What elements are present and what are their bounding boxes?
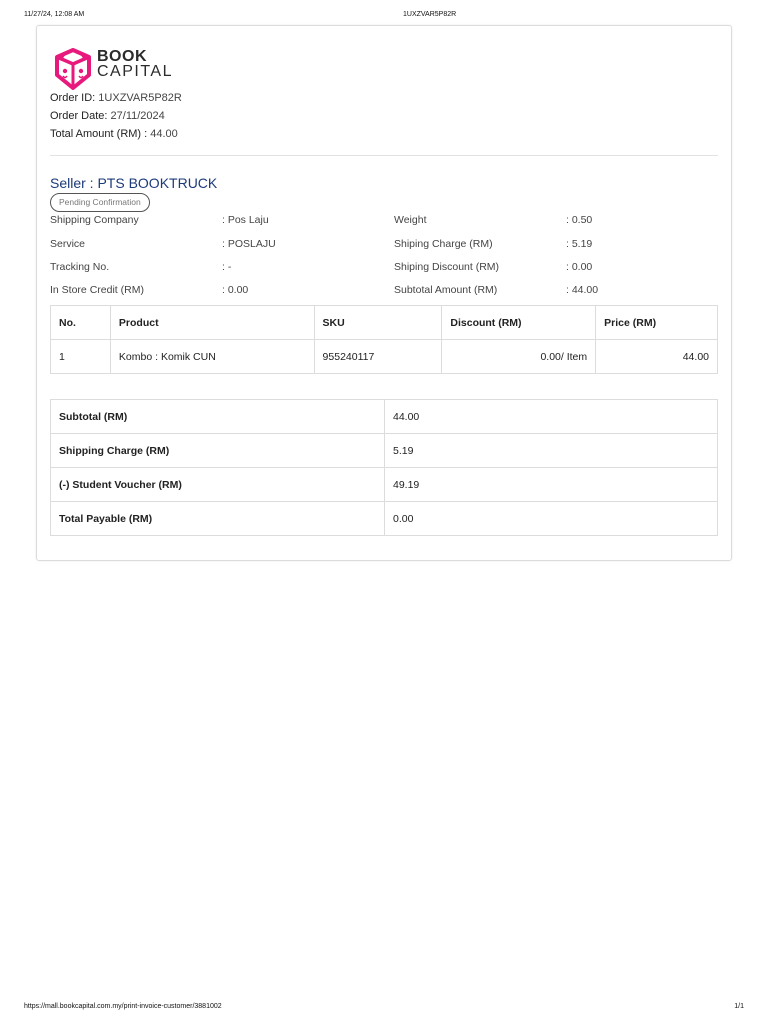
info-label: Weight <box>394 214 427 226</box>
summary-label: Subtotal (RM) <box>51 400 385 434</box>
info-label: Shipping Company <box>50 214 139 226</box>
info-value: : 5.19 <box>566 238 593 250</box>
info-value: : - <box>222 261 232 273</box>
summary-value: 0.00 <box>385 502 718 536</box>
info-label: In Store Credit (RM) <box>50 284 144 296</box>
logo-line-2: CAPITAL <box>97 63 173 80</box>
seller-name: Seller : PTS BOOKTRUCK <box>50 175 218 191</box>
info-label: Subtotal Amount (RM) <box>394 284 498 296</box>
print-footer <box>0 1003 768 1013</box>
order-date-label: Order Date: <box>50 110 108 122</box>
order-id-label: Order ID: <box>50 92 96 104</box>
summary-value: 44.00 <box>385 400 718 434</box>
cell-product: Kombo : Komik CUN <box>110 340 314 374</box>
table-row <box>51 468 718 502</box>
divider <box>50 155 718 156</box>
col-header-no: No. <box>51 306 111 340</box>
order-total-line <box>50 128 178 140</box>
products-table <box>50 305 718 374</box>
summary-table <box>50 399 718 536</box>
table-row <box>51 434 718 468</box>
print-datetime: 11/27/24, 12:08 AM <box>24 11 85 18</box>
print-header <box>0 11 768 21</box>
summary-label: Shipping Charge (RM) <box>51 434 385 468</box>
info-label: Tracking No. <box>50 261 110 273</box>
print-doc-title: 1UXZVAR5P82R <box>403 11 457 18</box>
info-value: : 0.00 <box>566 261 593 273</box>
logo-wordmark <box>97 49 173 79</box>
order-date-line <box>50 110 165 122</box>
info-label: Service <box>50 238 86 250</box>
col-header-discount: Discount (RM) <box>442 306 596 340</box>
print-page-number: 1/1 <box>734 1003 744 1010</box>
col-header-price: Price (RM) <box>596 306 718 340</box>
cell-no: 1 <box>51 340 111 374</box>
summary-label: (-) Student Voucher (RM) <box>51 468 385 502</box>
cell-sku: 955240117 <box>314 340 442 374</box>
info-label: Shiping Charge (RM) <box>394 238 493 250</box>
table-header-row <box>51 306 718 340</box>
table-row <box>51 502 718 536</box>
book-box-icon <box>51 47 95 91</box>
book-capital-logo[interactable] <box>51 47 176 91</box>
cell-price: 44.00 <box>596 340 718 374</box>
info-value: : 0.00 <box>222 284 249 296</box>
order-total-label: Total Amount (RM) : <box>50 128 148 140</box>
table-row <box>51 400 718 434</box>
info-value: : Pos Laju <box>222 214 269 226</box>
status-badge: Pending Confirmation <box>50 193 150 212</box>
print-url[interactable]: https://mall.bookcapital.com.my/print-invoice-customer/3881002 <box>24 1003 222 1010</box>
order-total-value: 44.00 <box>150 128 178 140</box>
order-date-value: 27/11/2024 <box>110 110 165 122</box>
summary-label: Total Payable (RM) <box>51 502 385 536</box>
table-row <box>51 340 718 374</box>
invoice-card <box>36 25 732 561</box>
summary-value: 49.19 <box>385 468 718 502</box>
logo-line-1: BOOK <box>97 48 147 65</box>
cell-discount: 0.00/ Item <box>442 340 596 374</box>
info-value: : 44.00 <box>566 284 599 296</box>
info-value: : POSLAJU <box>222 238 276 250</box>
col-header-sku: SKU <box>314 306 442 340</box>
summary-value: 5.19 <box>385 434 718 468</box>
order-id-value: 1UXZVAR5P82R <box>98 92 182 104</box>
info-value: : 0.50 <box>566 214 593 226</box>
col-header-product: Product <box>110 306 314 340</box>
order-id-line <box>50 92 182 104</box>
info-label: Shiping Discount (RM) <box>394 261 500 273</box>
